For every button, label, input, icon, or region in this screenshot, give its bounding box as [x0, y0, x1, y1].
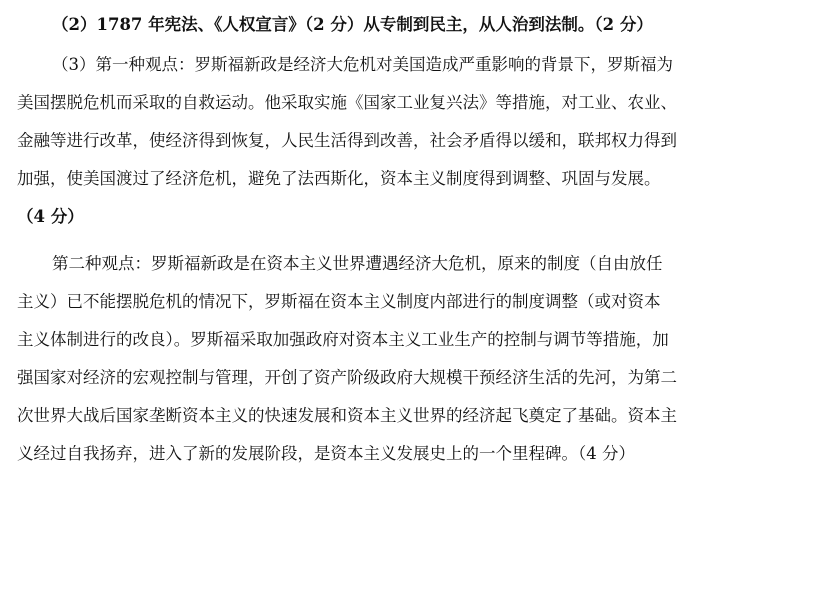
- view1-line-2: [0, 83, 824, 123]
- view2-line-2: [0, 282, 824, 322]
- view1-line-5: [0, 197, 824, 237]
- view1-text-4: 加强，使美国渡过了经济危机，避免了法西斯化，资本主义制度得到调整、巩固与发展。: [17, 169, 661, 188]
- view2-text-1: 第二种观点：罗斯福新政是在资本主义世界遭遇经济大危机，原来的制度（自由放任: [52, 254, 663, 273]
- view2-line-4: [0, 358, 824, 398]
- view2-line-1: [0, 244, 824, 284]
- view2-text-4: 强国家对经济的宏观控制与管理，开创了资产阶级政府大规模干预经济生活的先河，为第二: [17, 368, 677, 387]
- view1-text-3: 金融等进行改革，使经济得到恢复，人民生活得到改善，社会矛盾得以缓和，联邦权力得到: [17, 131, 677, 150]
- view1-text-5: （4 分）: [17, 207, 84, 226]
- view1-line-1: [0, 45, 824, 85]
- view2-text-3: 主义体制进行的改良）。罗斯福采取加强政府对资本主义工业生产的控制与调节等措施，加: [17, 330, 669, 349]
- view2-line-5: [0, 396, 824, 436]
- view1-line-4: [0, 159, 824, 199]
- part2-line: [0, 5, 824, 45]
- view2-text-5: 次世界大战后国家垄断资本主义的快速发展和资本主义世界的经济起飞奠定了基础。资本主: [17, 406, 677, 425]
- view2-text-6: 义经过自我扬弃，进入了新的发展阶段，是资本主义发展史上的一个里程碑。（4 分）: [17, 444, 635, 463]
- view1-text-2: 美国摆脱危机而采取的自救运动。他采取实施《国家工业复兴法》等措施，对工业、农业、: [17, 93, 677, 112]
- view2-line-3: [0, 320, 824, 360]
- view1-text-1: （3）第一种观点：罗斯福新政是经济大危机对美国造成严重影响的背景下，罗斯福为: [52, 55, 673, 74]
- view2-line-6: [0, 434, 824, 474]
- part2-text: （2）1787 年宪法、《人权宣言》（2 分）从专制到民主，从人治到法制。（2 分）: [52, 15, 653, 34]
- view2-text-2: 主义）已不能摆脱危机的情况下，罗斯福在资本主义制度内部进行的制度调整（或对资本: [17, 292, 661, 311]
- view1-line-3: [0, 121, 824, 161]
